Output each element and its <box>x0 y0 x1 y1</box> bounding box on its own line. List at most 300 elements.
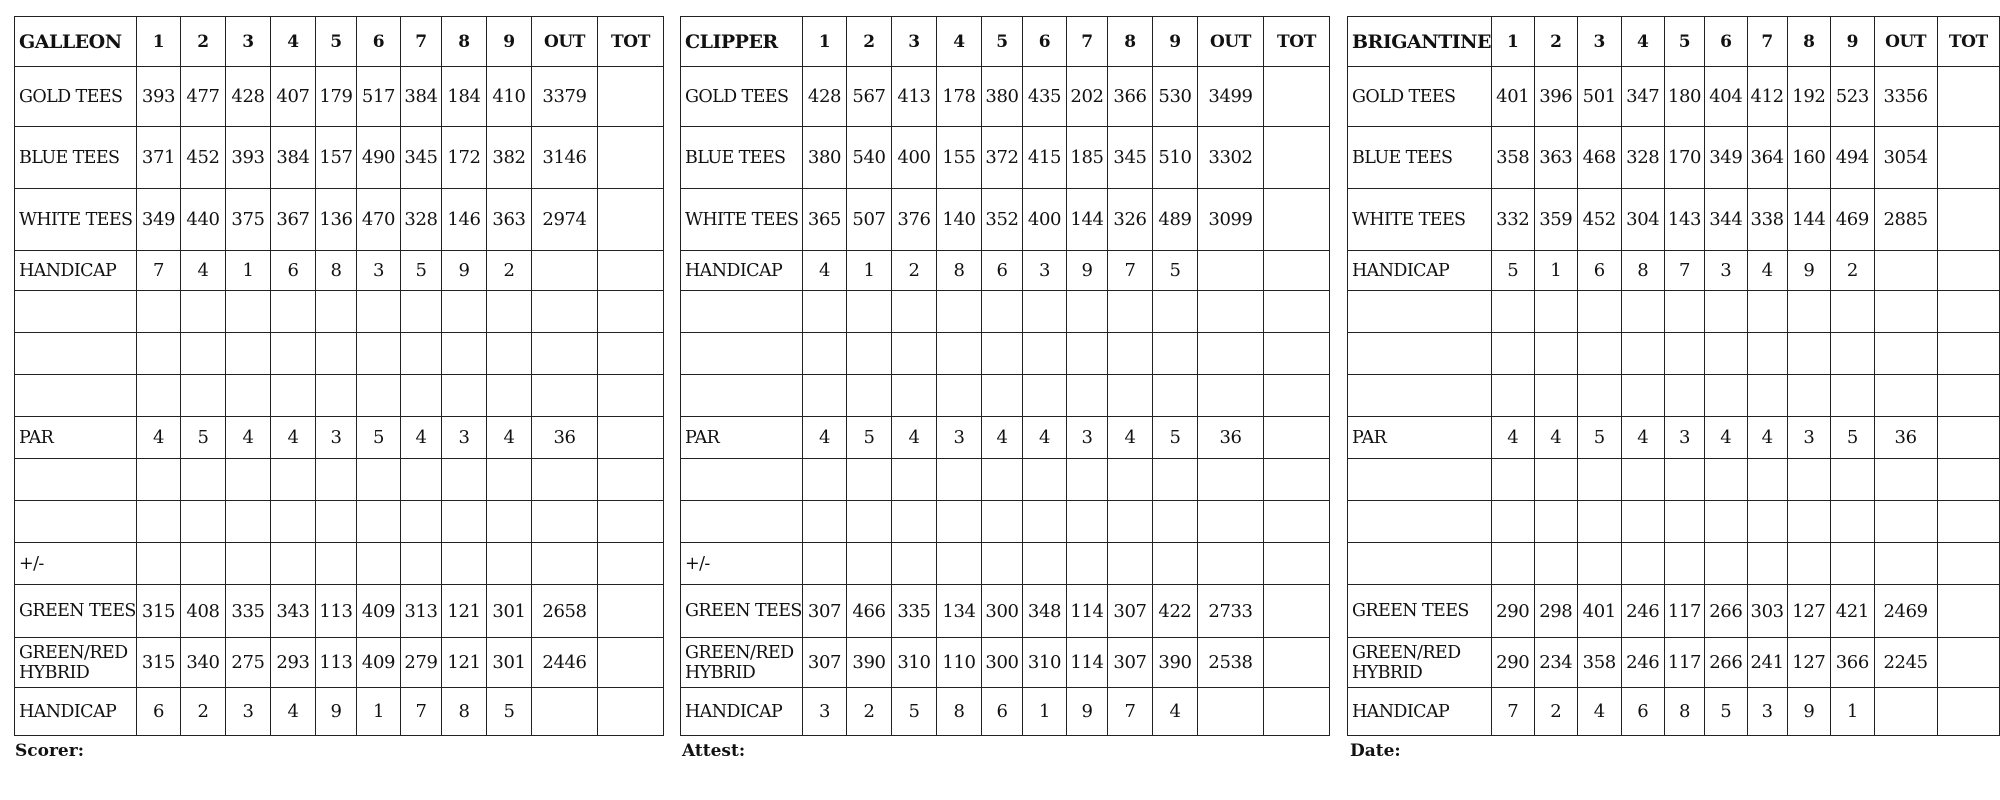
score-cell: 466 <box>847 585 892 638</box>
score-cell: 4 <box>1108 417 1153 459</box>
score-cell: 4 <box>1023 417 1067 459</box>
blank-cell <box>1578 501 1621 543</box>
blank-cell <box>937 375 982 417</box>
score-cell: 301 <box>487 585 532 638</box>
score-cell: 5 <box>357 417 401 459</box>
blank-cell <box>681 501 803 543</box>
white-tees-row <box>1348 189 2000 251</box>
scorecard-table <box>14 16 664 736</box>
blank-cell <box>1348 375 1492 417</box>
score-cell: 9 <box>1787 688 1830 736</box>
score-cell: 8 <box>1621 251 1664 291</box>
blank-cell <box>937 333 982 375</box>
score-cell: 328 <box>401 189 442 251</box>
score-cell: 3 <box>1747 688 1787 736</box>
score-cell: 4 <box>401 417 442 459</box>
score-cell: 127 <box>1787 585 1830 638</box>
green-tees-row <box>15 585 664 638</box>
score-cell: 9 <box>1787 251 1830 291</box>
score-cell <box>1937 688 1999 736</box>
row-label: BLUE TEES <box>1348 127 1492 189</box>
score-cell: 4 <box>803 251 847 291</box>
blank-cell <box>15 501 137 543</box>
score-cell: 5 <box>1153 417 1198 459</box>
score-cell: 7 <box>137 251 181 291</box>
row-label: GREEN/RED HYBRID <box>681 638 803 688</box>
blank-cell <box>401 459 442 501</box>
score-cell: 1 <box>847 251 892 291</box>
score-cell: 5 <box>1491 251 1534 291</box>
score-cell: 452 <box>1578 189 1621 251</box>
blank-cell <box>1664 375 1704 417</box>
score-cell: 114 <box>1067 585 1108 638</box>
blank-cell <box>982 543 1023 585</box>
blank-cell <box>1153 543 1198 585</box>
score-cell: 363 <box>487 189 532 251</box>
blank-cell <box>226 501 271 543</box>
blank-cell <box>532 291 598 333</box>
score-cell: 121 <box>442 585 487 638</box>
blank-cell <box>1831 459 1874 501</box>
score-cell: 501 <box>1578 67 1621 127</box>
blank-cell <box>1534 459 1577 501</box>
blank-cell <box>1831 291 1874 333</box>
blank-cell <box>137 333 181 375</box>
blank-cell <box>181 291 226 333</box>
score-cell: 4 <box>1621 417 1664 459</box>
blank-cell <box>803 375 847 417</box>
row-label: HANDICAP <box>681 251 803 291</box>
score-cell: 3 <box>1023 251 1067 291</box>
score-cell: 347 <box>1621 67 1664 127</box>
score-cell: 3 <box>1705 251 1748 291</box>
score-cell: 266 <box>1705 585 1748 638</box>
handicap-row <box>681 688 1330 736</box>
row-label: WHITE TEES <box>681 189 803 251</box>
blank-cell <box>137 375 181 417</box>
blank-cell <box>1874 291 1937 333</box>
blank-cell <box>401 375 442 417</box>
score-cell: 428 <box>226 67 271 127</box>
scorecard-brigantine <box>1347 16 2000 736</box>
score-cell <box>1264 189 1330 251</box>
column-header: 3 <box>1578 17 1621 67</box>
blank-cell <box>1348 291 1492 333</box>
blank-cell <box>847 501 892 543</box>
score-cell: 410 <box>487 67 532 127</box>
blank-cell <box>1491 459 1534 501</box>
blank-cell <box>1787 333 1830 375</box>
column-header: 9 <box>1831 17 1874 67</box>
score-cell: 310 <box>1023 638 1067 688</box>
blank-cell <box>1747 333 1787 375</box>
score-cell: 367 <box>271 189 316 251</box>
score-cell: 3 <box>357 251 401 291</box>
score-cell: 517 <box>357 67 401 127</box>
row-label: GREEN TEES <box>1348 585 1492 638</box>
blank-row <box>15 501 664 543</box>
blank-cell <box>271 501 316 543</box>
score-cell: 477 <box>181 67 226 127</box>
blank-cell <box>401 543 442 585</box>
score-cell: 170 <box>1664 127 1704 189</box>
score-cell: 2245 <box>1874 638 1937 688</box>
score-cell: 185 <box>1067 127 1108 189</box>
score-cell: 382 <box>487 127 532 189</box>
score-cell: 36 <box>1198 417 1264 459</box>
blank-cell <box>137 459 181 501</box>
score-cell: 3 <box>803 688 847 736</box>
blank-cell <box>1578 333 1621 375</box>
blank-cell <box>1108 459 1153 501</box>
score-cell: 113 <box>316 638 357 688</box>
score-cell: 3 <box>937 417 982 459</box>
blank-cell <box>1621 333 1664 375</box>
blank-cell <box>803 291 847 333</box>
blank-cell <box>15 291 137 333</box>
column-header: 6 <box>1023 17 1067 67</box>
score-cell: 5 <box>181 417 226 459</box>
score-cell: 144 <box>1787 189 1830 251</box>
column-header: 5 <box>982 17 1023 67</box>
column-header: 3 <box>892 17 937 67</box>
blank-cell <box>1264 459 1330 501</box>
column-header: 2 <box>1534 17 1577 67</box>
column-header: 3 <box>226 17 271 67</box>
blank-cell <box>271 459 316 501</box>
score-cell: 366 <box>1831 638 1874 688</box>
blank-row <box>15 459 664 501</box>
score-cell: 352 <box>982 189 1023 251</box>
score-cell: 3356 <box>1874 67 1937 127</box>
blank-cell <box>532 543 598 585</box>
score-cell: 4 <box>271 688 316 736</box>
score-cell <box>598 417 664 459</box>
column-header: OUT <box>1874 17 1937 67</box>
score-cell: 489 <box>1153 189 1198 251</box>
header-row <box>681 17 1330 67</box>
green-red-hybrid-row <box>681 638 1330 688</box>
score-cell: 307 <box>803 585 847 638</box>
score-cell: 4 <box>1153 688 1198 736</box>
row-label: HANDICAP <box>1348 251 1492 291</box>
score-cell: 5 <box>487 688 532 736</box>
score-cell: 2 <box>1831 251 1874 291</box>
handicap-row <box>681 251 1330 291</box>
score-cell: 301 <box>487 638 532 688</box>
score-cell: 380 <box>803 127 847 189</box>
par-row <box>681 417 1330 459</box>
blank-cell <box>442 501 487 543</box>
blank-cell <box>1108 543 1153 585</box>
score-cell: 358 <box>1491 127 1534 189</box>
blank-cell <box>1198 291 1264 333</box>
blank-cell <box>1108 333 1153 375</box>
blue-tees-row <box>15 127 664 189</box>
blank-cell <box>1874 375 1937 417</box>
score-cell: 3 <box>1664 417 1704 459</box>
blank-cell <box>982 375 1023 417</box>
score-cell: 400 <box>892 127 937 189</box>
score-cell: 4 <box>803 417 847 459</box>
blank-cell <box>1491 333 1534 375</box>
blank-cell <box>1747 459 1787 501</box>
course-name: CLIPPER <box>681 17 803 67</box>
row-label: BLUE TEES <box>681 127 803 189</box>
score-cell: 1 <box>1534 251 1577 291</box>
row-label: WHITE TEES <box>1348 189 1492 251</box>
blank-cell <box>937 459 982 501</box>
score-cell: 192 <box>1787 67 1830 127</box>
row-label: HANDICAP <box>1348 688 1492 736</box>
blank-cell <box>681 291 803 333</box>
score-cell <box>1874 688 1937 736</box>
score-cell: 384 <box>271 127 316 189</box>
row-label: PAR <box>1348 417 1492 459</box>
blank-cell <box>1937 333 1999 375</box>
blank-cell <box>532 501 598 543</box>
score-cell: 375 <box>226 189 271 251</box>
blank-cell <box>442 291 487 333</box>
blank-cell <box>937 501 982 543</box>
score-cell: 2974 <box>532 189 598 251</box>
score-cell: 328 <box>1621 127 1664 189</box>
blank-cell <box>15 333 137 375</box>
score-cell: 2446 <box>532 638 598 688</box>
blank-cell <box>487 291 532 333</box>
blank-row <box>1348 375 2000 417</box>
score-cell: 9 <box>316 688 357 736</box>
row-label: +/- <box>15 543 137 585</box>
score-cell: 110 <box>937 638 982 688</box>
blank-row <box>681 375 1330 417</box>
blank-cell <box>532 333 598 375</box>
score-cell <box>1937 251 1999 291</box>
score-cell: 8 <box>316 251 357 291</box>
score-cell: 345 <box>1108 127 1153 189</box>
blank-cell <box>803 459 847 501</box>
score-cell <box>1264 688 1330 736</box>
score-cell: 313 <box>401 585 442 638</box>
blank-cell <box>1831 501 1874 543</box>
blank-cell <box>532 375 598 417</box>
score-cell: 2885 <box>1874 189 1937 251</box>
score-cell: 266 <box>1705 638 1748 688</box>
column-header: 7 <box>401 17 442 67</box>
score-cell: 335 <box>892 585 937 638</box>
column-header: 7 <box>1747 17 1787 67</box>
blank-cell <box>1621 543 1664 585</box>
blank-cell <box>271 375 316 417</box>
scorecard-galleon <box>14 16 664 736</box>
course-name: GALLEON <box>15 17 137 67</box>
score-cell: 9 <box>1067 251 1108 291</box>
blank-cell <box>1787 291 1830 333</box>
column-header: 4 <box>937 17 982 67</box>
blank-cell <box>316 375 357 417</box>
blank-cell <box>357 459 401 501</box>
score-cell: 344 <box>1705 189 1748 251</box>
score-cell: 4 <box>487 417 532 459</box>
row-label: PAR <box>15 417 137 459</box>
blank-cell <box>1534 543 1577 585</box>
blank-cell <box>1578 375 1621 417</box>
score-cell: 4 <box>1491 417 1534 459</box>
blank-cell <box>1491 291 1534 333</box>
blank-cell <box>1491 375 1534 417</box>
score-cell: 146 <box>442 189 487 251</box>
date-label: Date: <box>1350 741 1401 761</box>
score-cell: 4 <box>1578 688 1621 736</box>
score-cell <box>1198 251 1264 291</box>
handicap-row <box>15 251 664 291</box>
blank-cell <box>226 459 271 501</box>
plus-minus-row <box>681 543 1330 585</box>
column-header: 2 <box>181 17 226 67</box>
blank-cell <box>982 459 1023 501</box>
score-cell: 409 <box>357 585 401 638</box>
score-cell: 349 <box>1705 127 1748 189</box>
blank-row <box>15 291 664 333</box>
score-cell: 359 <box>1534 189 1577 251</box>
blank-cell <box>1787 543 1830 585</box>
score-cell: 523 <box>1831 67 1874 127</box>
blank-cell <box>226 291 271 333</box>
blank-cell <box>1153 333 1198 375</box>
blank-cell <box>847 333 892 375</box>
score-cell: 117 <box>1664 585 1704 638</box>
blank-row <box>15 375 664 417</box>
score-cell: 469 <box>1831 189 1874 251</box>
score-cell: 2469 <box>1874 585 1937 638</box>
blank-cell <box>1153 501 1198 543</box>
blank-row <box>1348 291 2000 333</box>
row-label: +/- <box>681 543 803 585</box>
score-cell: 172 <box>442 127 487 189</box>
blank-cell <box>1198 459 1264 501</box>
score-cell: 4 <box>892 417 937 459</box>
blank-cell <box>1023 501 1067 543</box>
score-cell: 6 <box>982 251 1023 291</box>
score-cell: 540 <box>847 127 892 189</box>
column-header: 6 <box>357 17 401 67</box>
score-cell: 36 <box>532 417 598 459</box>
score-cell: 184 <box>442 67 487 127</box>
score-cell: 3 <box>226 688 271 736</box>
blank-cell <box>803 333 847 375</box>
blank-cell <box>937 543 982 585</box>
blank-cell <box>1023 333 1067 375</box>
score-cell: 7 <box>1108 251 1153 291</box>
blank-cell <box>357 291 401 333</box>
header-row <box>1348 17 2000 67</box>
column-header: 6 <box>1705 17 1748 67</box>
score-cell: 246 <box>1621 585 1664 638</box>
blank-cell <box>15 375 137 417</box>
blue-tees-row <box>681 127 1330 189</box>
header-row <box>15 17 664 67</box>
score-cell: 234 <box>1534 638 1577 688</box>
blank-cell <box>1534 375 1577 417</box>
blank-cell <box>1747 501 1787 543</box>
blank-cell <box>1578 459 1621 501</box>
plus-minus-row <box>1348 543 2000 585</box>
score-cell <box>598 67 664 127</box>
blank-cell <box>1023 375 1067 417</box>
row-label: GREEN/RED HYBRID <box>1348 638 1492 688</box>
blue-tees-row <box>1348 127 2000 189</box>
blank-cell <box>357 333 401 375</box>
blank-cell <box>892 459 937 501</box>
blank-cell <box>1023 459 1067 501</box>
score-cell <box>1264 251 1330 291</box>
blank-cell <box>1578 291 1621 333</box>
blank-cell <box>401 501 442 543</box>
score-cell: 372 <box>982 127 1023 189</box>
blank-cell <box>1831 375 1874 417</box>
blank-cell <box>1937 459 1999 501</box>
blank-cell <box>271 291 316 333</box>
blank-cell <box>1747 375 1787 417</box>
column-header: 2 <box>847 17 892 67</box>
blank-cell <box>1264 375 1330 417</box>
score-cell: 490 <box>357 127 401 189</box>
score-cell: 412 <box>1747 67 1787 127</box>
score-cell: 6 <box>137 688 181 736</box>
score-cell: 155 <box>937 127 982 189</box>
score-cell: 140 <box>937 189 982 251</box>
blank-cell <box>1874 543 1937 585</box>
score-cell: 4 <box>1747 251 1787 291</box>
blank-cell <box>598 543 664 585</box>
blank-cell <box>803 501 847 543</box>
blank-cell <box>1067 375 1108 417</box>
gold-tees-row <box>681 67 1330 127</box>
blank-cell <box>1787 459 1830 501</box>
blank-cell <box>892 375 937 417</box>
blank-cell <box>1937 501 1999 543</box>
score-cell: 4 <box>271 417 316 459</box>
score-cell: 6 <box>982 688 1023 736</box>
blank-row <box>15 333 664 375</box>
blank-cell <box>442 459 487 501</box>
score-cell <box>1198 688 1264 736</box>
score-cell: 401 <box>1578 585 1621 638</box>
blank-cell <box>1491 543 1534 585</box>
score-cell: 7 <box>1491 688 1534 736</box>
blank-row <box>1348 501 2000 543</box>
score-cell: 4 <box>1534 417 1577 459</box>
score-cell: 300 <box>982 638 1023 688</box>
row-label: PAR <box>681 417 803 459</box>
score-cell: 401 <box>1491 67 1534 127</box>
score-cell: 275 <box>226 638 271 688</box>
score-cell: 179 <box>316 67 357 127</box>
blank-cell <box>1664 291 1704 333</box>
blank-cell <box>1874 501 1937 543</box>
row-label: GREEN TEES <box>681 585 803 638</box>
score-cell: 396 <box>1534 67 1577 127</box>
score-cell: 1 <box>226 251 271 291</box>
blank-cell <box>1067 543 1108 585</box>
score-cell <box>1937 417 1999 459</box>
blank-cell <box>1747 291 1787 333</box>
blank-cell <box>681 375 803 417</box>
score-cell: 315 <box>137 638 181 688</box>
score-cell: 530 <box>1153 67 1198 127</box>
score-cell: 3 <box>1787 417 1830 459</box>
column-header: 9 <box>487 17 532 67</box>
